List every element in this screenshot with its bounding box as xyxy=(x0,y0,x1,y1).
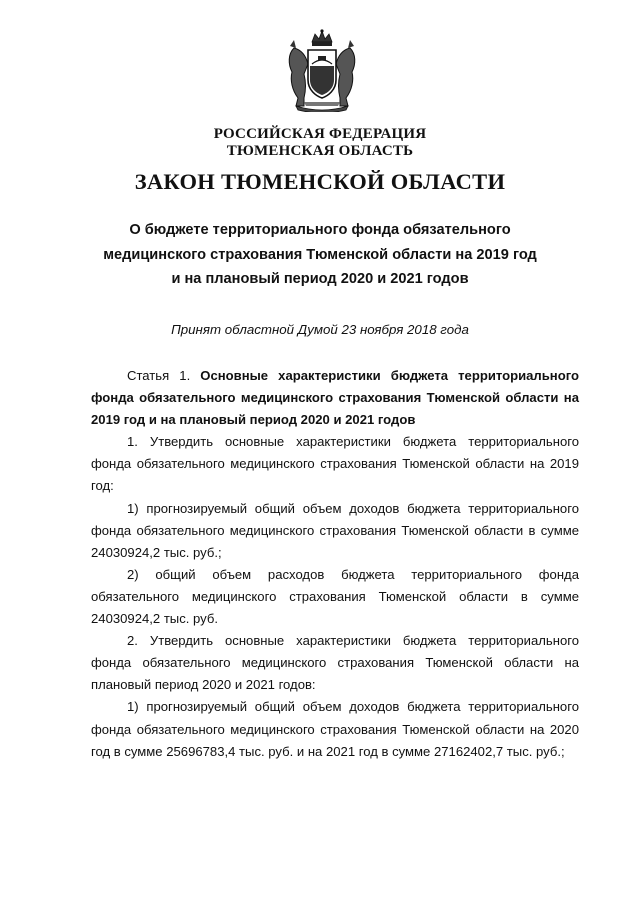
document-title xyxy=(70,218,570,292)
paragraph: 2) общий объем расходов бюджета территориального фонда обязательного медицинского страхования Тюменской области в сумме 24030924,2 тыс. руб. xyxy=(91,566,579,627)
coat-of-arms-icon xyxy=(282,28,362,112)
title-line: О бюджете территориального фонда обязательного xyxy=(129,222,511,238)
title-line: медицинского страхования Тюменской области на 2019 год xyxy=(103,246,537,263)
law-heading: ЗАКОН ТЮМЕНСКОЙ ОБЛАСТИ xyxy=(134,169,506,194)
document-body xyxy=(91,365,579,763)
article-heading xyxy=(91,365,579,431)
paragraph: 2. Утвердить основные характеристики бюджета территориального фонда обязательного медицинского страхования Тюменской области на плановый период 2020 и 2021 годов: xyxy=(91,633,579,693)
region-heading: ТЮМЕНСКАЯ ОБЛАСТЬ xyxy=(226,143,414,159)
title-line: и на плановый период 2020 и 2021 годов xyxy=(171,271,469,287)
article-title: Основные характеристики бюджета территориального фонда обязательного медицинского страхования Тюменской области на 2019 год и на плановый период 2020 и 2021 годов xyxy=(91,368,579,428)
paragraph: 1) прогнозируемый общий объем доходов бюджета территориального фонда обязательного медицинского страхования Тюменской области в сумме 24030924,2 тыс. руб.; xyxy=(91,500,579,560)
adoption-note: Принят областной Думой 23 ноября 2018 года xyxy=(171,322,469,337)
paragraph: 1. Утвердить основные характеристики бюджета территориального фонда обязательного медицинского страхования Тюменской области на 2019 год: xyxy=(91,434,579,494)
federation-heading: РОССИЙСКАЯ ФЕДЕРАЦИЯ xyxy=(213,126,427,142)
paragraph: 1) прогнозируемый общий объем доходов бюджета территориального фонда обязательного медицинского страхования Тюменской области на 2020 год в сумме 25696783,4 тыс. руб. и на 2021 год в сумме 27162402,7 тыс. руб.; xyxy=(91,699,579,759)
article-label: Статья 1. xyxy=(127,368,191,383)
